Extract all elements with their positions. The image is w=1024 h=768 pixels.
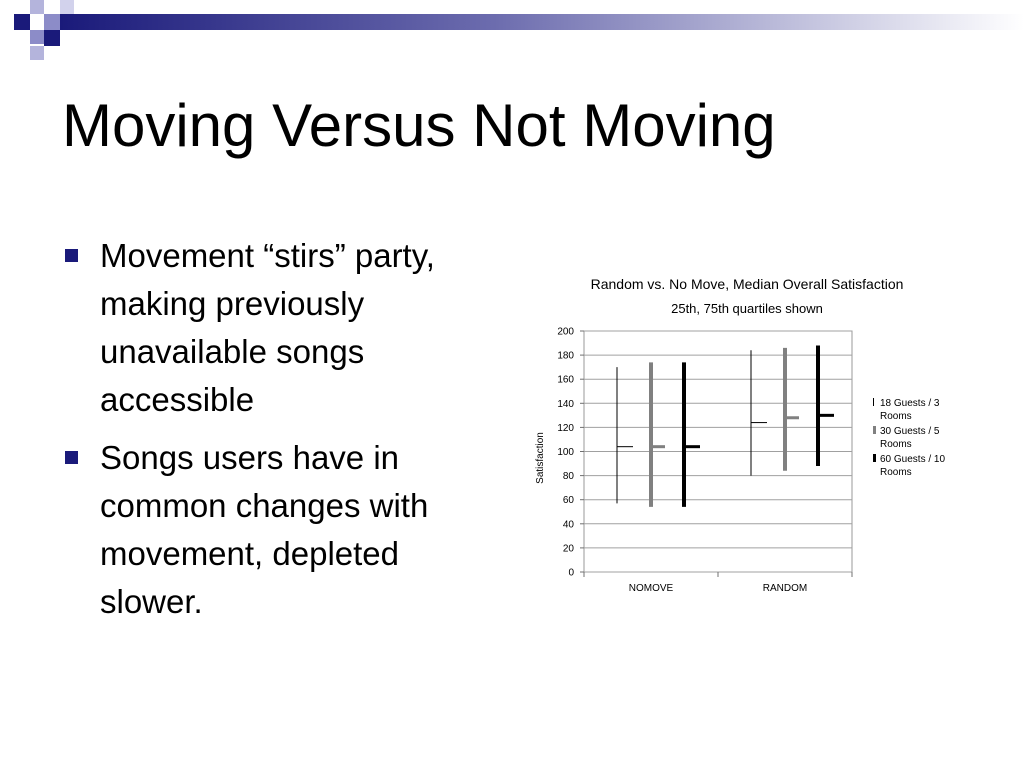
- y-tick-label: 160: [557, 374, 574, 386]
- header-gradient-bar: [60, 14, 1024, 30]
- header-decoration: [0, 0, 1024, 64]
- x-tick-label: RANDOM: [762, 583, 808, 594]
- y-tick-label: 200: [557, 326, 574, 338]
- legend-swatch: [873, 426, 876, 434]
- x-tick-label: NOMOVE: [628, 583, 674, 594]
- y-tick-label: 0: [568, 567, 574, 579]
- square-bullet-icon: [65, 249, 78, 262]
- y-axis-label: Satisfaction: [535, 432, 546, 484]
- y-tick-label: 140: [557, 398, 574, 410]
- bullet-text: Songs users have in common changes with movement, depleted slower.: [100, 439, 429, 620]
- y-tick-label: 180: [557, 350, 574, 362]
- bullet-list: [62, 232, 482, 636]
- deco-square: [14, 14, 30, 30]
- chart-subtitle: 25th, 75th quartiles shown: [671, 301, 823, 316]
- y-tick-label: 40: [562, 519, 574, 531]
- slide-title: Moving Versus Not Moving: [62, 92, 776, 159]
- deco-square: [30, 30, 44, 44]
- y-tick-label: 60: [562, 495, 574, 507]
- square-bullet-icon: [65, 451, 78, 464]
- bullet-item: [62, 232, 482, 424]
- deco-square: [30, 46, 44, 60]
- deco-square: [44, 14, 60, 30]
- bullet-text: Movement “stirs” party, making previously unavailable songs accessible: [100, 237, 435, 418]
- legend-label: 18 Guests / 3 Rooms: [880, 398, 940, 422]
- legend-swatch: [873, 454, 876, 462]
- deco-square: [60, 0, 74, 14]
- legend-label: 60 Guests / 10 Rooms: [880, 454, 946, 478]
- bullet-item: [62, 434, 482, 626]
- y-tick-label: 20: [562, 543, 574, 555]
- deco-square: [30, 0, 44, 14]
- legend-label: 30 Guests / 5 Rooms: [880, 426, 940, 450]
- deco-square: [44, 30, 60, 46]
- satisfaction-chart: [525, 270, 995, 610]
- y-tick-label: 120: [557, 422, 574, 434]
- legend-swatch: [873, 398, 874, 406]
- y-tick-label: 80: [562, 471, 574, 483]
- y-tick-label: 100: [557, 447, 574, 458]
- chart-title: Random vs. No Move, Median Overall Satisfaction: [590, 276, 904, 292]
